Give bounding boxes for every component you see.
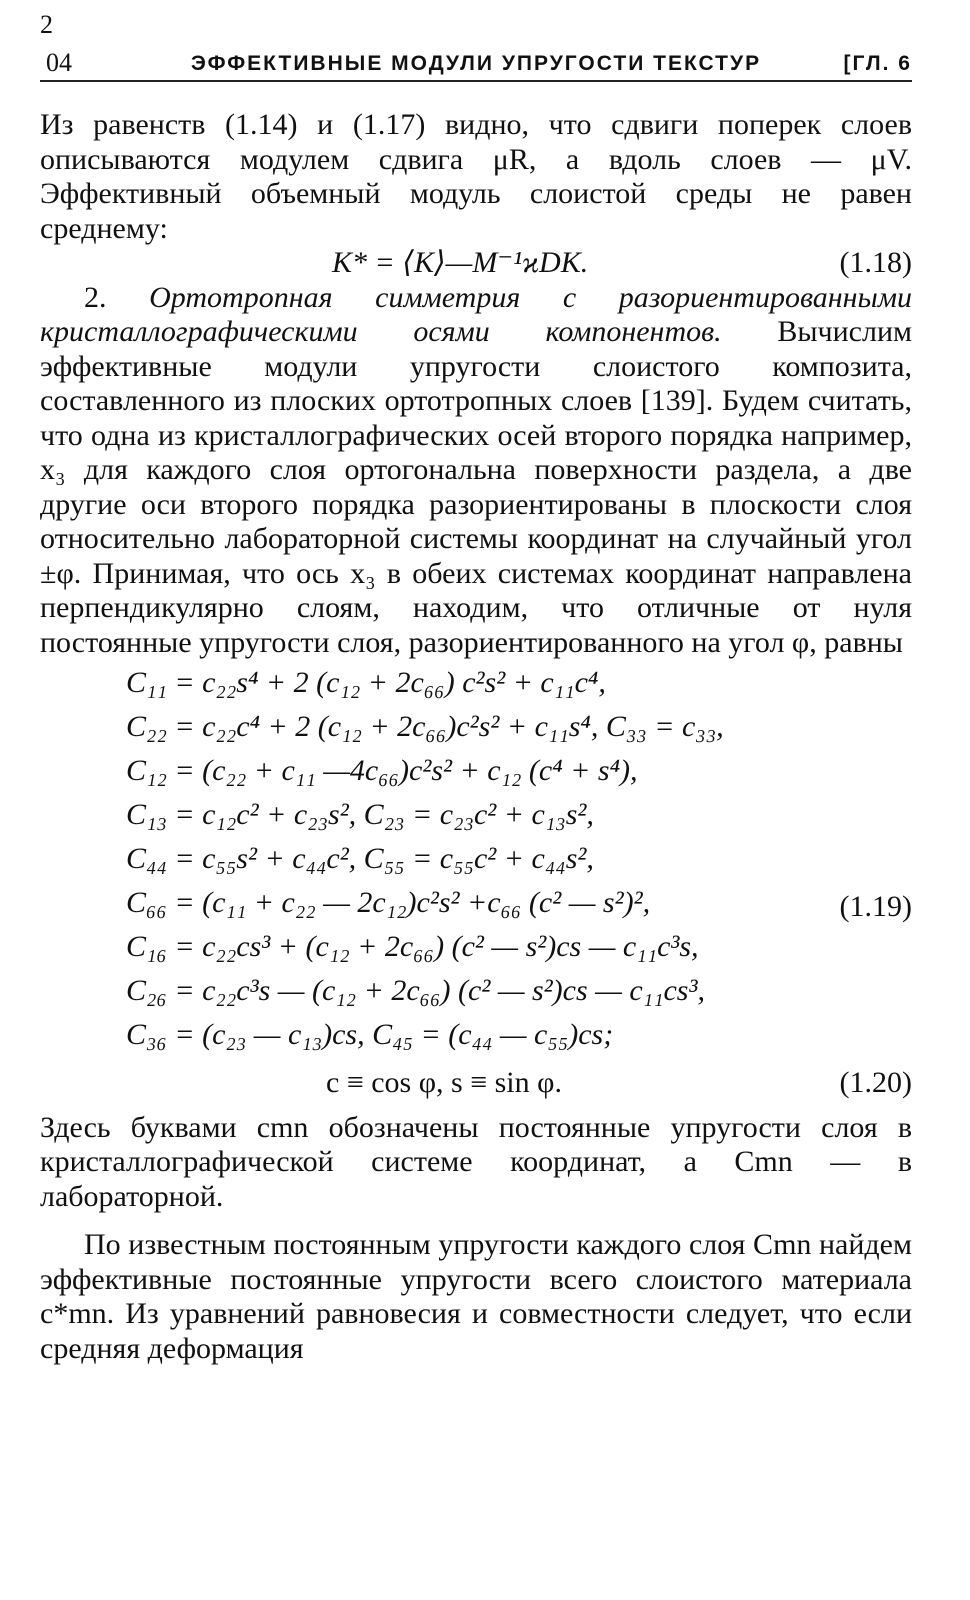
paragraph-4: По известным постоянным упругости каждого слоя Cmn найдем эффективные постоянные упругости всего слоистого материала c*mn. Из уравнений равновесия и совместности следует, что если средняя деформация: [40, 1228, 912, 1365]
paragraph-2-italic: Ортотропная симметрия с разориентированными кристаллографическими осями компонентов.: [40, 280, 912, 348]
equation-1-18-tag: (1.18): [839, 246, 912, 279]
page-top-number: 2: [40, 10, 53, 39]
paragraph-1: Из равенств (1.14) и (1.17) видно, что сдвиги поперек слоев описываются модулем сдвига μR, а вдоль слоев — μV. Эффективный объемный модуль слоистой среды не равен среднему:: [40, 108, 912, 245]
paragraph-2-text: Вычислим эффективные модули упругости слоистого композита, составленного из плоских ортотропных слоев [139]. Будем считать, что одна из кристаллографических осей второго порядка например, x₃ для каждого слоя ортогональна поверхности раздела, а две другие оси второго порядка разориентированы в плоскости слоя относительно лабораторной системы координат на случайный угол ±φ. Принимая, что ось x₃ в обеих системах координат направлена перпендикулярно слоям, находим, что отличные от нуля постоянные упругости слоя, разориентированного на угол φ, равны: [40, 315, 912, 659]
paragraph-3: Здесь буквами cmn обозначены постоянные упругости слоя в кристаллографической системе координат, а Cmn — в лабораторной.: [40, 1110, 912, 1213]
equation-1-20: [40, 1066, 912, 1101]
eq-line: C₁₂ = (c₂₂ + c₁₁ —4c₆₆)c²s² + c₁₂ (c⁴ + s⁴),: [126, 754, 638, 787]
eq-line: C₆₆ = (c₁₁ + c₂₂ — 2c₁₂)c²s² +c₆₆ (c² — s²)²,: [126, 886, 651, 919]
eq-line: C₁₃ = c₁₂c² + c₂₃s², C₂₃ = c₂₃c² + c₁₃s²,: [126, 798, 594, 831]
eq-line: C₁₆ = c₂₂cs³ + (c₁₂ + 2c₆₆) (c² — s²)cs — c₁₁c³s,: [126, 930, 699, 963]
equation-system-1-19: [40, 666, 912, 1056]
equation-1-20-tag: (1.20): [839, 1066, 912, 1099]
paragraph-2-number: 2.: [84, 280, 107, 314]
equation-1-20-formula: c ≡ cos φ, s ≡ sin φ.: [326, 1066, 562, 1099]
equation-1-18-formula: K* = ⟨K⟩—M⁻¹ϰDK.: [332, 246, 589, 279]
running-header: [40, 40, 912, 82]
page-body: [40, 108, 912, 1366]
equation-1-19-tag: (1.19): [839, 890, 912, 923]
eq-line: C₁₁ = c₂₂s⁴ + 2 (c₁₂ + 2c₆₆) c²s² + c₁₁c⁴,: [126, 666, 606, 699]
eq-line: C₄₄ = c₅₅s² + c₄₄c², C₅₅ = c₅₅c² + c₄₄s²,: [126, 842, 594, 875]
eq-line: C₂₆ = c₂₂c³s — (c₁₂ + 2c₆₆) (c² — s²)cs — c₁₁cs³,: [126, 974, 705, 1007]
equation-1-18: [40, 246, 912, 281]
header-chapter: [ГЛ. 6: [843, 52, 912, 75]
eq-line: C₂₂ = c₂₂c⁴ + 2 (c₁₂ + 2c₆₆)c²s² + c₁₁s⁴, C₃₃ = c₃₃,: [126, 710, 724, 743]
header-title: ЭФФЕКТИВНЫЕ МОДУЛИ УПРУГОСТИ ТЕКСТУР: [190, 52, 762, 75]
eq-line: C₃₆ = (c₂₃ — c₁₃)cs, C₄₅ = (c₄₄ — c₅₅)cs;: [126, 1018, 614, 1051]
header-page-number: 04: [46, 48, 72, 77]
paragraph-2: [40, 281, 912, 661]
